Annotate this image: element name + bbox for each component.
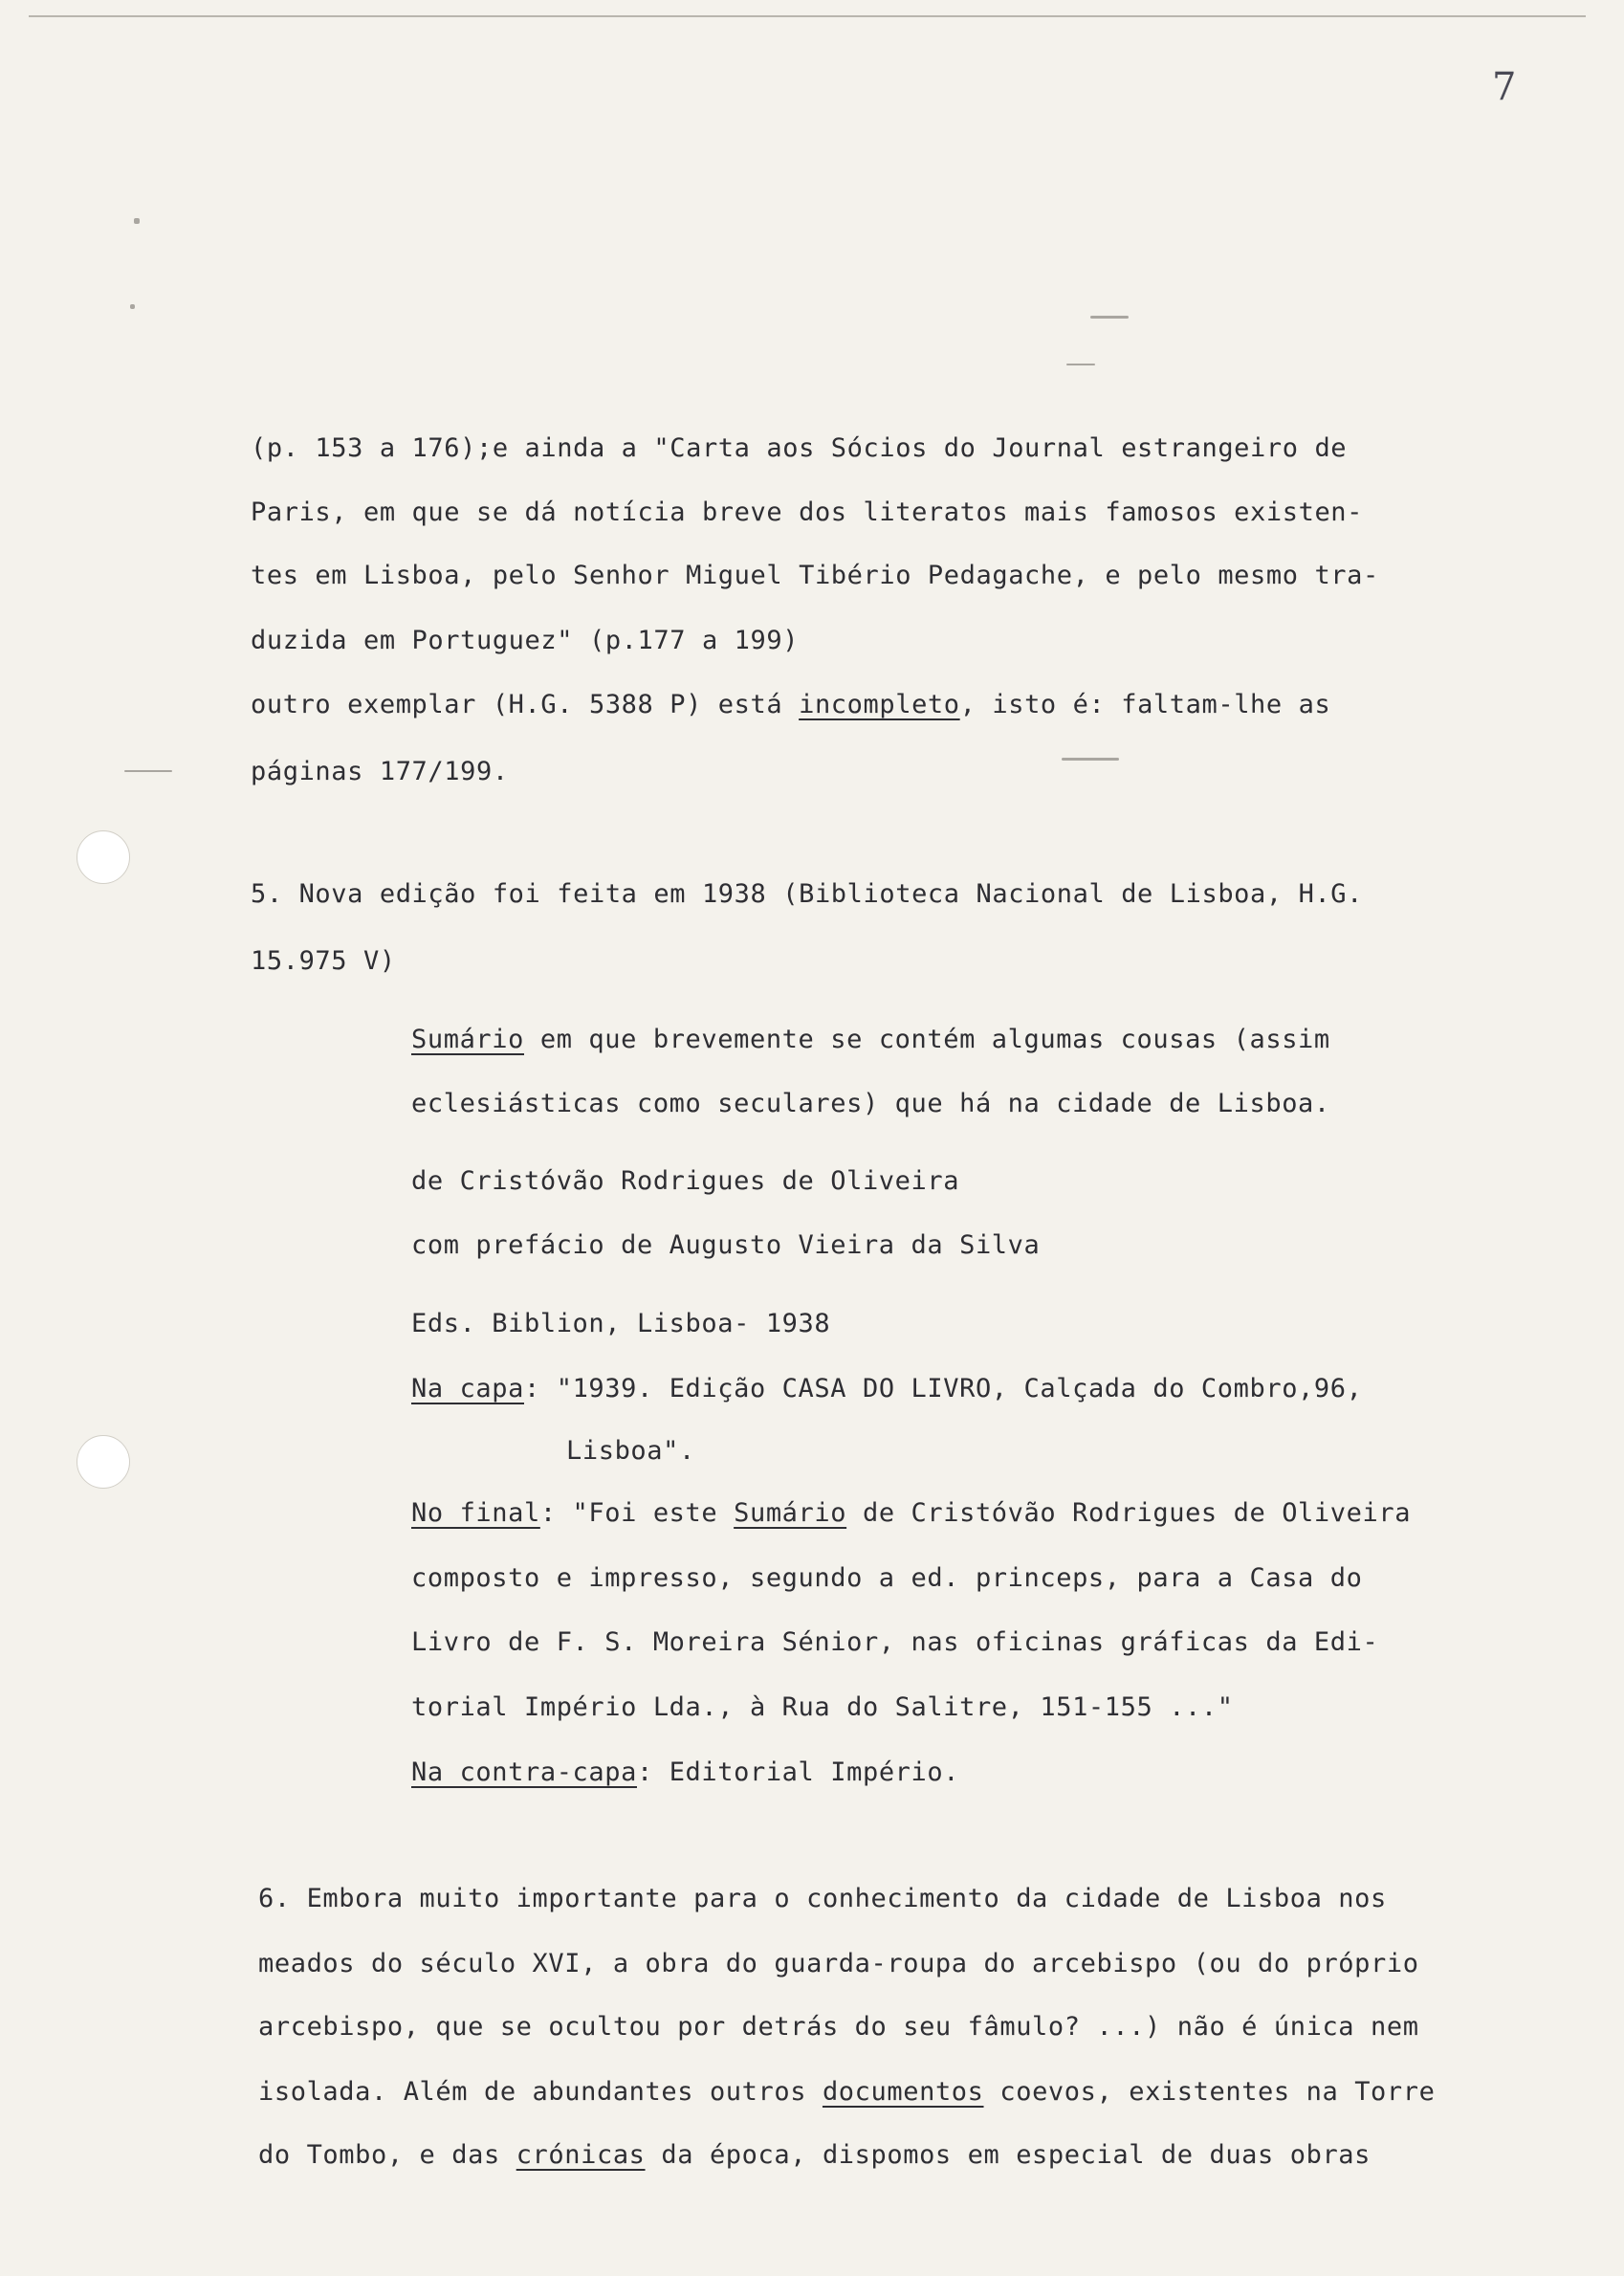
binder-hole-bottom [77, 1435, 130, 1489]
text-segment: tes em Lisboa, pelo Senhor Miguel Tibério Pedagache, e pelo mesmo tra- [251, 561, 1379, 590]
underlined-text: incompleto [799, 690, 960, 719]
text-line [411, 1562, 1362, 1595]
text-segment: : "Foi este [539, 1498, 735, 1528]
page-top-edge [29, 15, 1586, 17]
text-line [251, 560, 1379, 592]
paper-speck [1066, 364, 1095, 365]
text-segment: isolada. Além de abundantes outros [258, 2077, 823, 2107]
text-line [251, 432, 1347, 465]
text-segment: eclesiásticas como seculares) que há na cidade de Lisboa. [411, 1089, 1330, 1118]
text-segment: coevos, existentes na Torre [983, 2077, 1436, 2107]
text-segment: : Editorial Império. [636, 1757, 960, 1787]
text-segment: Paris, em que se dá notícia breve dos literatos mais famosos existen- [251, 497, 1364, 527]
paper-speck [1062, 758, 1119, 761]
text-segment: de Cristóvão Rodrigues de Oliveira [411, 1166, 960, 1196]
text-line [251, 878, 1363, 911]
text-line [411, 1373, 1362, 1405]
underlined-text: crónicas [516, 2140, 646, 2170]
underlined-text: documentos [822, 2077, 984, 2107]
text-segment: Eds. Biblion, Lisboa- 1938 [411, 1309, 831, 1338]
text-line [411, 1308, 830, 1340]
text-line [411, 1497, 1411, 1530]
paper-speck [124, 770, 172, 772]
underlined-text: Sumário [411, 1025, 524, 1054]
text-segment: páginas 177/199. [251, 757, 509, 786]
text-segment: outro exemplar (H.G. 5388 P) está [251, 690, 800, 719]
text-segment: 5. Nova edição foi feita em 1938 (Biblioteca Nacional de Lisboa, H.G. [251, 879, 1364, 909]
text-segment: 6. Embora muito importante para o conhecimento da cidade de Lisboa nos [258, 1884, 1387, 1913]
text-line [411, 1229, 1040, 1262]
text-segment: Livro de F. S. Moreira Sénior, nas oficinas gráficas da Edi- [411, 1627, 1379, 1657]
text-line [258, 2076, 1435, 2109]
text-line [251, 756, 509, 788]
text-line [258, 1948, 1419, 1980]
text-segment: 15.975 V) [251, 946, 396, 976]
text-line [251, 625, 799, 657]
underlined-text: Na capa [411, 1374, 524, 1403]
text-line [411, 1165, 959, 1198]
text-segment: com prefácio de Augusto Vieira da Silva [411, 1230, 1041, 1260]
text-line [411, 1757, 959, 1789]
page-number: 7 [1492, 65, 1517, 109]
text-line [258, 2011, 1419, 2044]
text-segment: Lisboa". [566, 1436, 695, 1466]
text-segment: composto e impresso, segundo a ed. princeps, para a Casa do [411, 1563, 1363, 1593]
text-line [411, 1691, 1234, 1724]
text-segment: : "1939. Edição CASA DO LIVRO, Calçada do Combro,96, [524, 1374, 1363, 1403]
binder-hole-top [77, 830, 130, 884]
text-segment: do Tombo, e das [258, 2140, 516, 2170]
text-line [411, 1626, 1378, 1659]
paper-speck [1090, 316, 1129, 319]
text-segment: de Cristóvão Rodrigues de Oliveira [846, 1498, 1412, 1528]
text-segment: meados do século XVI, a obra do guarda-roupa do arcebispo (ou do próprio [258, 1949, 1419, 1978]
text-line [411, 1088, 1330, 1120]
paper-speck [134, 218, 140, 224]
text-line [258, 2139, 1371, 2172]
text-line [251, 689, 1330, 721]
text-line [251, 945, 396, 978]
underlined-text: Sumário [734, 1498, 847, 1528]
text-segment: arcebispo, que se ocultou por detrás do seu fâmulo? ...) não é única nem [258, 2012, 1419, 2042]
paper-speck [130, 304, 135, 309]
text-segment: torial Império Lda., à Rua do Salitre, 151-155 ..." [411, 1692, 1234, 1722]
text-segment: em que brevemente se contém algumas cousas (assim [524, 1025, 1330, 1054]
text-line [411, 1024, 1330, 1056]
text-line [251, 497, 1363, 529]
underlined-text: No final [411, 1498, 540, 1528]
text-segment: da época, dispomos em especial de duas obras [645, 2140, 1372, 2170]
text-segment: duzida em Portuguez" (p.177 a 199) [251, 626, 800, 655]
text-segment: (p. 153 a 176);e ainda a "Carta aos Sócios do Journal estrangeiro de [251, 433, 1348, 463]
text-line [258, 1883, 1387, 1915]
text-line [566, 1435, 695, 1468]
text-segment: , isto é: faltam-lhe as [959, 690, 1331, 719]
underlined-text: Na contra-capa [411, 1757, 637, 1787]
